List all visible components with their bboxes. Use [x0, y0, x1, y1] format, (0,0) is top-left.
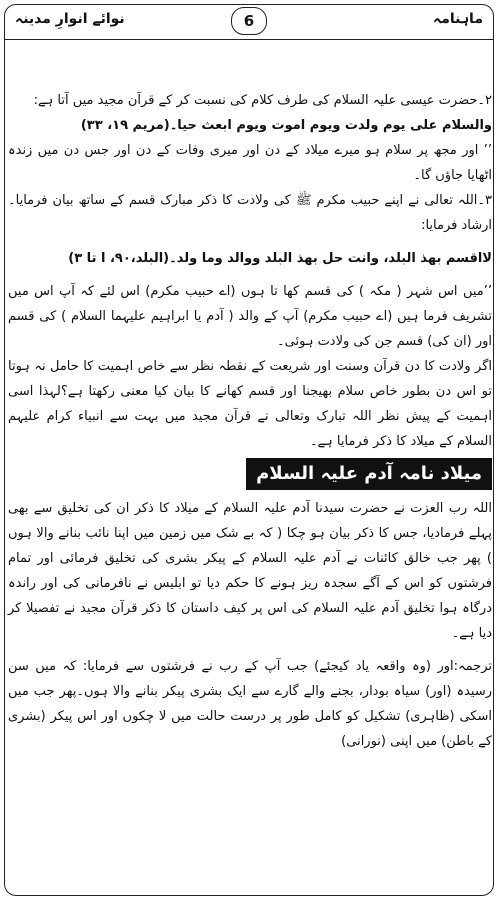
paragraph-importance: اگر ولادت کا دن قرآن وسنت اور شریعت کے نقطہ نظر سے خاص اہمیت کا حامل نہ ہوتا تو اس دن بطور خاص سلام بھیجنا اور قسم کھانے کا بیان کیا معنی رکھتا ہے؟لہذا اسی اہمیت کے پیش نظر اللہ تبارک وتعالی نے قرآن مجید میں بہت سے انبیاء کرام علیہم السلام کے میلاد کا ذکر فرمایا ہے۔	[8, 359, 492, 449]
paragraph-translation: ترجمہ:اور (وہ واقعہ یاد کیجئے) جب آپ کے رب نے فرشتوں سے فرمایا: کہ میں سن رسیدہ (اور) سیاہ بودار، بجنے والے گارے سے ایک بشری پیکر بنانے والا ہوں۔پھر جب میں اسکی (ظاہری) تشکیل کو کامل طور پر درست حالت میں لا چکوں اور اس پیکر (بشری کے باطن) میں اپنی (نورانی)	[8, 659, 492, 749]
magazine-title: نوائے انوارِ مدینہ	[15, 11, 125, 27]
paragraph-adam: اللہ رب العزت نے حضرت سیدنا آدم علیہ السلام کے میلاد کا ذکر ان کی تخلیق سے بھی پہلے فرمادیا، جس کا ذکر بیان ہو چکا ( کہ بے شک میں زمین میں اپنا نائب بنانے والا ہوں ) پھر جب خالق کائنات نے آدم علیہ السلام کے پیکر بشری کی تخلیق فرمائی اور تمام فرشتوں کو اس کے آگے سجدہ ریز ہونے کا حکم دیا تو ابلیس نے نافرمانی کی اور راندہ درگاہ ہوا تخلیق آدم علیہ السلام کی اس پر کیف داستان کا ذکر قرآن مجید نے تفصیلا کر دیا ہے۔	[8, 501, 492, 641]
translation-balad: ’’میں اس شہر ( مکہ ) کی قسم کھا تا ہوں (اے حبیب مکرم) اس لئے کہ آپ اس میں تشریف فرما ہیں (اے حبیب مکرم) آپ کے والد ( آدم یا ابراہیم علیہما السلام ) کی قسم اور (ان کی) قسم جن کی ولادت ہوئی۔	[8, 284, 492, 349]
magazine-label: ماہنامہ	[433, 11, 483, 27]
verse-maryam: والسلام علی یوم ولدت ویوم اموت ویوم ابعث حیا۔(مریم ۱۹، ۳۳)	[80, 118, 492, 133]
verse-balad: لااقسم بھذ البلد، وانت حل بھذ البلد ووالد وما ولد۔(البلد،۹۰، ا تا ۳)	[68, 251, 492, 266]
section-heading: میلاد نامہ آدم علیہ السلام	[246, 458, 492, 490]
paragraph-habib: ۳۔اللہ تعالی نے اپنے حبیب مکرم ﷺ کی ولادت کا ذکر مبارک قسم کے ساتھ بیان فرمایا۔ارشاد فرمایا:	[8, 193, 492, 233]
translation-maryam: ’’ اور مجھ پر سلام ہو میرے میلاد کے دن اور میری وفات کے دن اور جس دن میں زندہ اٹھایا جاؤں گا۔	[8, 143, 492, 183]
paragraph-isa: ۲۔حضرت عیسی علیہ السلام کی طرف کلام کی نسبت کر کے قرآن مجید میں آتا ہے:	[33, 93, 492, 108]
page-number: 6	[231, 7, 267, 35]
page-header	[5, 5, 493, 40]
article-body	[8, 88, 492, 754]
